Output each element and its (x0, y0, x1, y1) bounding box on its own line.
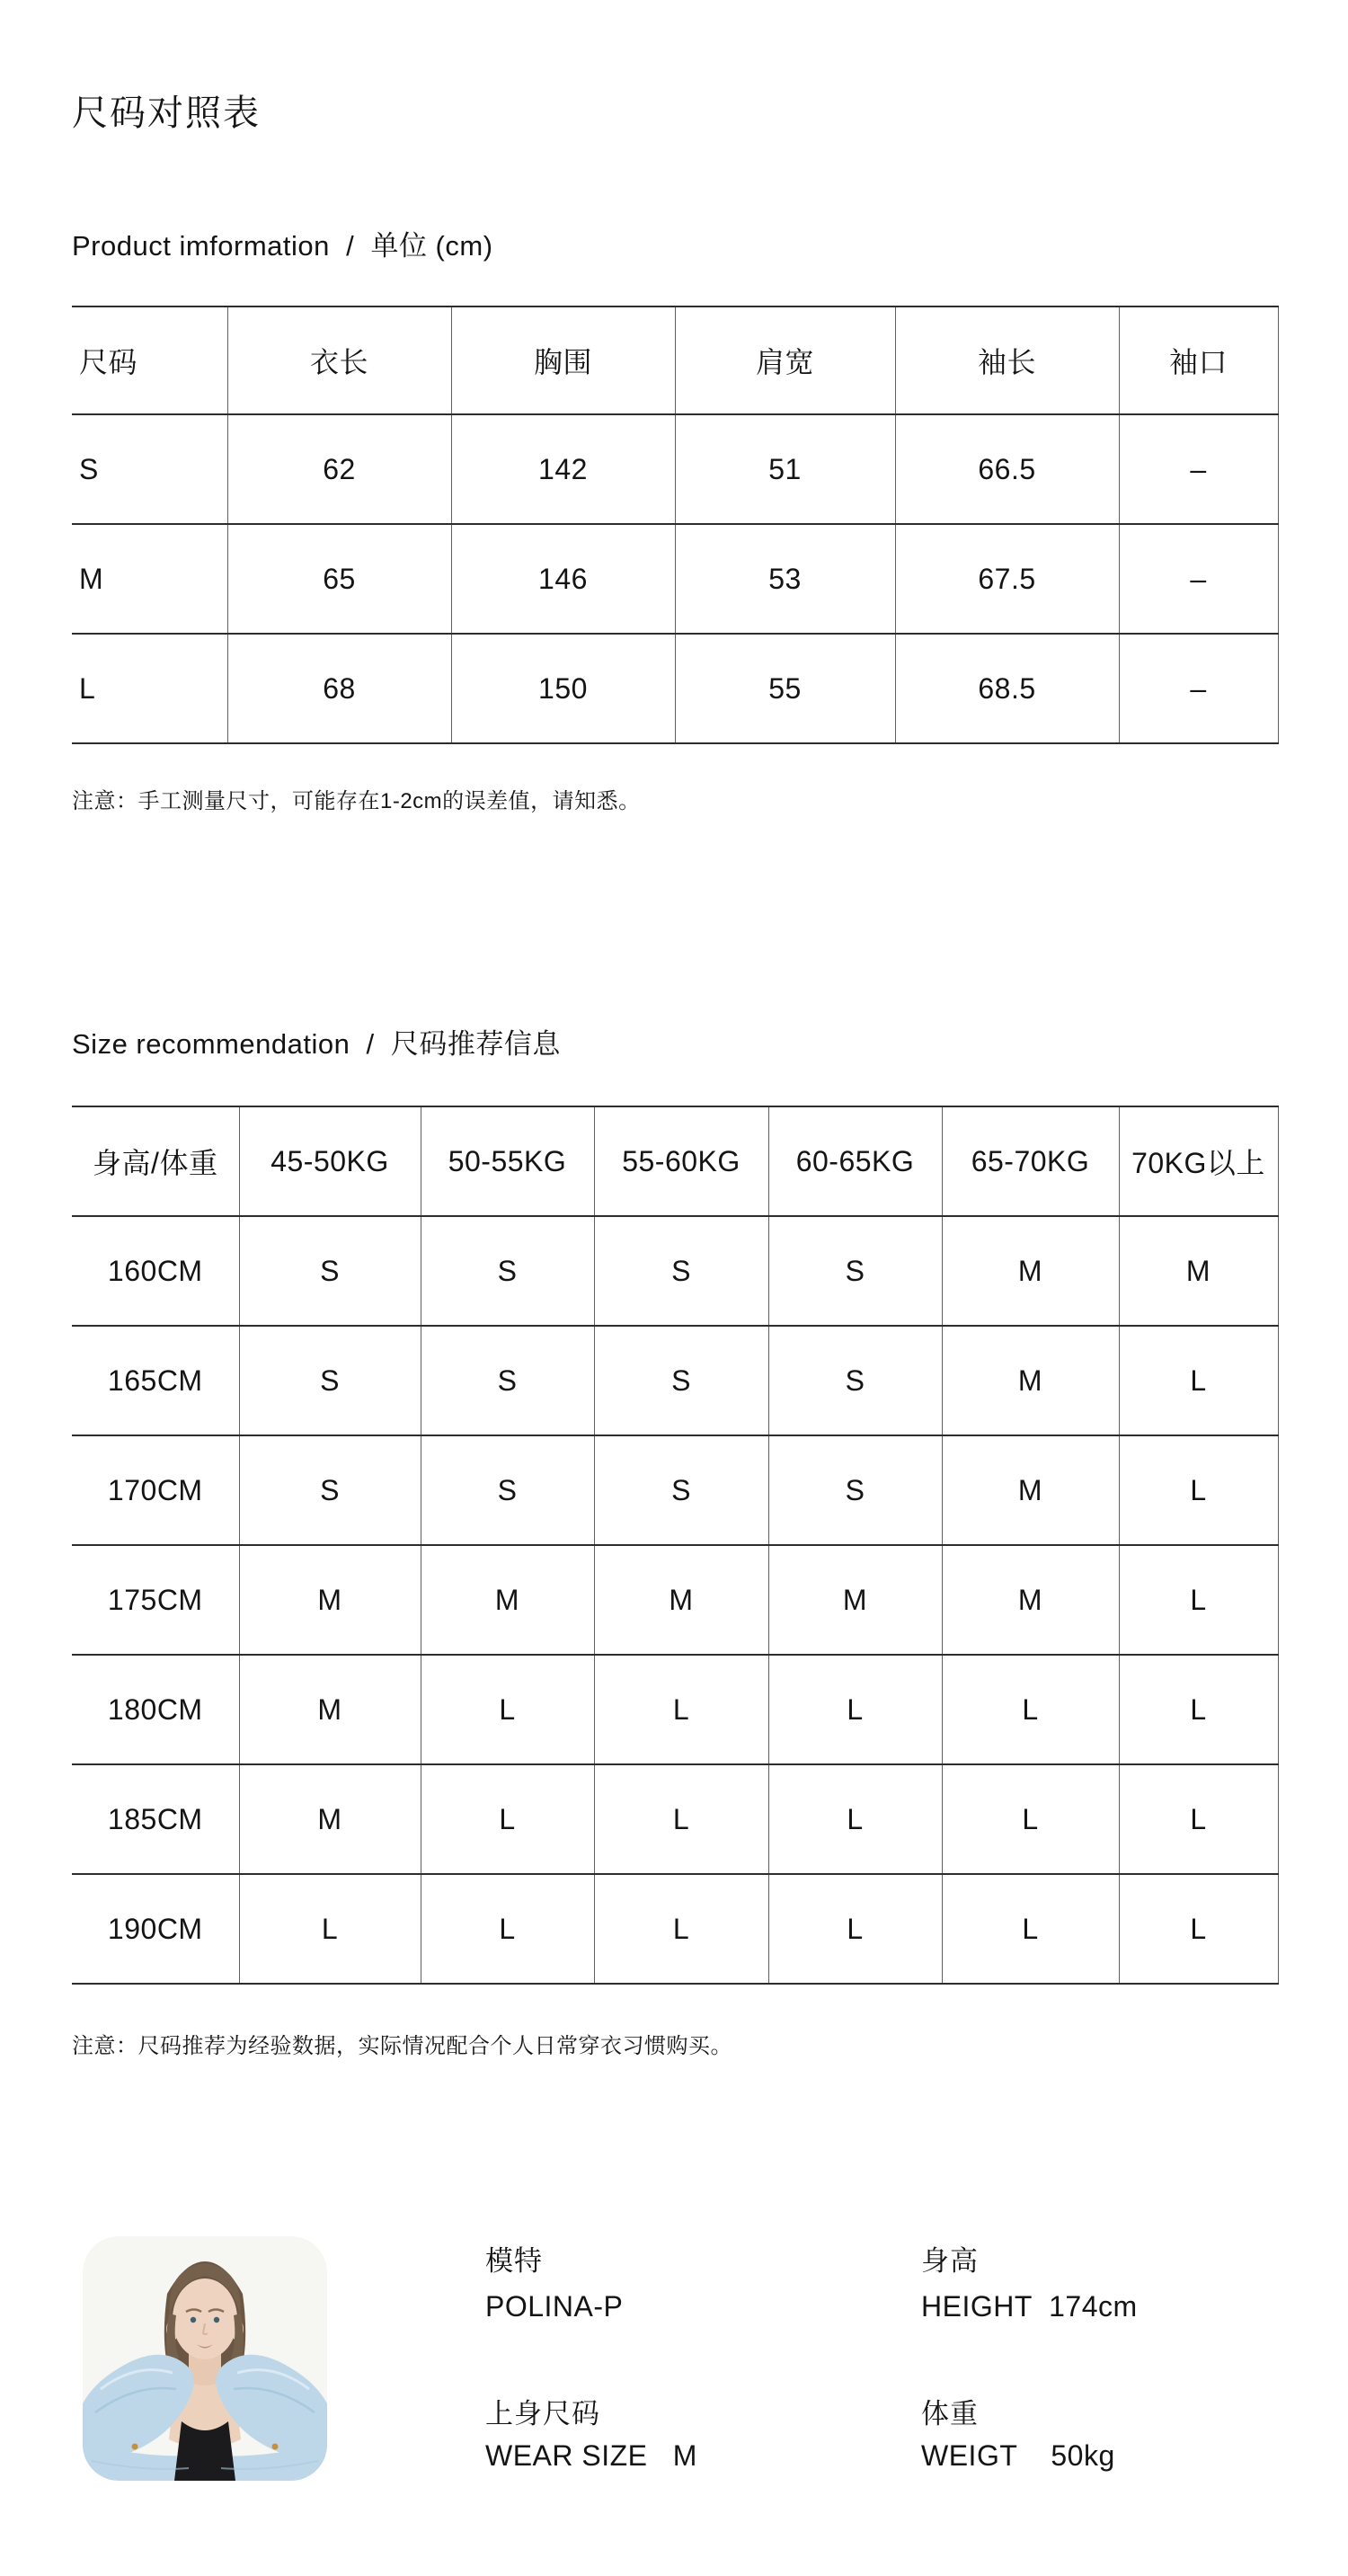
table-cell: S (239, 1326, 421, 1435)
table-cell: 150 (451, 634, 675, 743)
table-cell: L (594, 1874, 768, 1984)
table-cell: M (768, 1545, 942, 1655)
table-cell: S (768, 1326, 942, 1435)
table-cell: S (768, 1216, 942, 1326)
cell-height: 190CM (107, 1912, 203, 1945)
header-weight-range: 60-65KG (768, 1106, 942, 1216)
wear-size-value: WEAR SIZE M (485, 2439, 697, 2472)
table-row (72, 1655, 1278, 1764)
recommendation-note: 注意：尺码推荐为经验数据，实际情况配合个人日常穿衣习惯购买。 (72, 2034, 732, 2058)
table-cell: L (942, 1764, 1119, 1874)
table-cell: L (1119, 1435, 1278, 1545)
table-cell: S (421, 1216, 594, 1326)
table-header-row (72, 1106, 1278, 1216)
table-cell: 55 (675, 634, 895, 743)
table-header-row (72, 306, 1278, 414)
model-photo-illustration (83, 2236, 327, 2481)
model-photo (83, 2236, 327, 2481)
table-row (72, 524, 1278, 634)
table-row (72, 634, 1278, 743)
table-cell: L (942, 1874, 1119, 1984)
table-cell: L (942, 1655, 1119, 1764)
weight-value: WEIGT 50kg (921, 2439, 1115, 2472)
product-info-heading: Product imformation / 单位 (cm) (72, 230, 493, 262)
header-weight-range: 70KG以上 (1119, 1106, 1278, 1216)
table-cell: M (421, 1545, 594, 1655)
table-row (72, 1874, 1278, 1984)
table-cell: S (239, 1435, 421, 1545)
table-cell: M (239, 1545, 421, 1655)
size-recommendation-heading: Size recommendation / 尺码推荐信息 (72, 1028, 561, 1060)
table-cell: 68.5 (895, 634, 1119, 743)
model-label: 模特 (485, 2245, 543, 2277)
table-cell: L (594, 1764, 768, 1874)
table-row (72, 1216, 1278, 1326)
table-cell: S (421, 1435, 594, 1545)
table-cell: 53 (675, 524, 895, 634)
header-sleeve-length: 袖长 (895, 306, 1119, 414)
height-value: HEIGHT 174cm (921, 2290, 1138, 2323)
header-weight-range: 65-70KG (942, 1106, 1119, 1216)
cell-size: L (79, 671, 96, 705)
table-cell: L (768, 1874, 942, 1984)
table-cell: 66.5 (895, 414, 1119, 524)
cell-height: 180CM (107, 1692, 203, 1726)
header-shoulder: 肩宽 (675, 306, 895, 414)
header-weight-range: 55-60KG (594, 1106, 768, 1216)
header-cuff: 袖口 (1119, 306, 1278, 414)
table-cell: – (1119, 414, 1278, 524)
table-cell: L (1119, 1655, 1278, 1764)
size-recommendation-table (72, 1106, 1279, 1985)
table-cell: L (421, 1764, 594, 1874)
table-cell: M (942, 1545, 1119, 1655)
table-row (72, 1545, 1278, 1655)
table-row (72, 1326, 1278, 1435)
table-cell: M (1119, 1216, 1278, 1326)
table-cell: – (1119, 634, 1278, 743)
table-cell: M (239, 1655, 421, 1764)
table-cell: L (1119, 1874, 1278, 1984)
header-cloth-length: 衣长 (227, 306, 451, 414)
table-cell: M (594, 1545, 768, 1655)
table-cell: S (768, 1435, 942, 1545)
table-cell: L (768, 1655, 942, 1764)
table-cell: L (1119, 1326, 1278, 1435)
table-row (72, 1435, 1278, 1545)
table-cell: L (239, 1874, 421, 1984)
cell-height: 170CM (107, 1473, 203, 1506)
table-cell: L (1119, 1545, 1278, 1655)
header-weight-range: 45-50KG (239, 1106, 421, 1216)
measurement-note: 注意：手工测量尺寸，可能存在1-2cm的误差值，请知悉。 (72, 789, 641, 813)
table-cell: L (421, 1655, 594, 1764)
product-measurements-table (72, 306, 1279, 744)
table-row (72, 1764, 1278, 1874)
table-cell: S (239, 1216, 421, 1326)
header-height-weight: 身高/体重 (93, 1147, 218, 1179)
table-cell: 146 (451, 524, 675, 634)
wear-size-label: 上身尺码 (485, 2398, 600, 2429)
cell-height: 165CM (107, 1364, 203, 1397)
height-label: 身高 (921, 2245, 979, 2277)
table-cell: L (594, 1655, 768, 1764)
cell-size: M (79, 562, 104, 595)
table-cell: 142 (451, 414, 675, 524)
table-cell: M (942, 1435, 1119, 1545)
table-cell: 51 (675, 414, 895, 524)
model-name: POLINA-P (485, 2290, 624, 2323)
table-cell: 68 (227, 634, 451, 743)
table-cell: M (239, 1764, 421, 1874)
cell-size: S (79, 452, 99, 485)
cell-height: 185CM (107, 1802, 203, 1835)
cell-height: 175CM (107, 1583, 203, 1616)
weight-label: 体重 (921, 2398, 979, 2429)
cell-height: 160CM (107, 1254, 203, 1287)
table-row (72, 414, 1278, 524)
table-cell: M (942, 1216, 1119, 1326)
header-chest: 胸围 (451, 306, 675, 414)
table-cell: 65 (227, 524, 451, 634)
table-cell: S (594, 1435, 768, 1545)
table-cell: L (768, 1764, 942, 1874)
table-cell: 67.5 (895, 524, 1119, 634)
page-title: 尺码对照表 (72, 93, 261, 133)
table-cell: S (421, 1326, 594, 1435)
table-cell: L (1119, 1764, 1278, 1874)
header-size: 尺码 (79, 346, 138, 378)
table-cell: S (594, 1216, 768, 1326)
table-cell: – (1119, 524, 1278, 634)
table-cell: 62 (227, 414, 451, 524)
header-weight-range: 50-55KG (421, 1106, 594, 1216)
table-cell: S (594, 1326, 768, 1435)
table-cell: M (942, 1326, 1119, 1435)
table-cell: L (421, 1874, 594, 1984)
